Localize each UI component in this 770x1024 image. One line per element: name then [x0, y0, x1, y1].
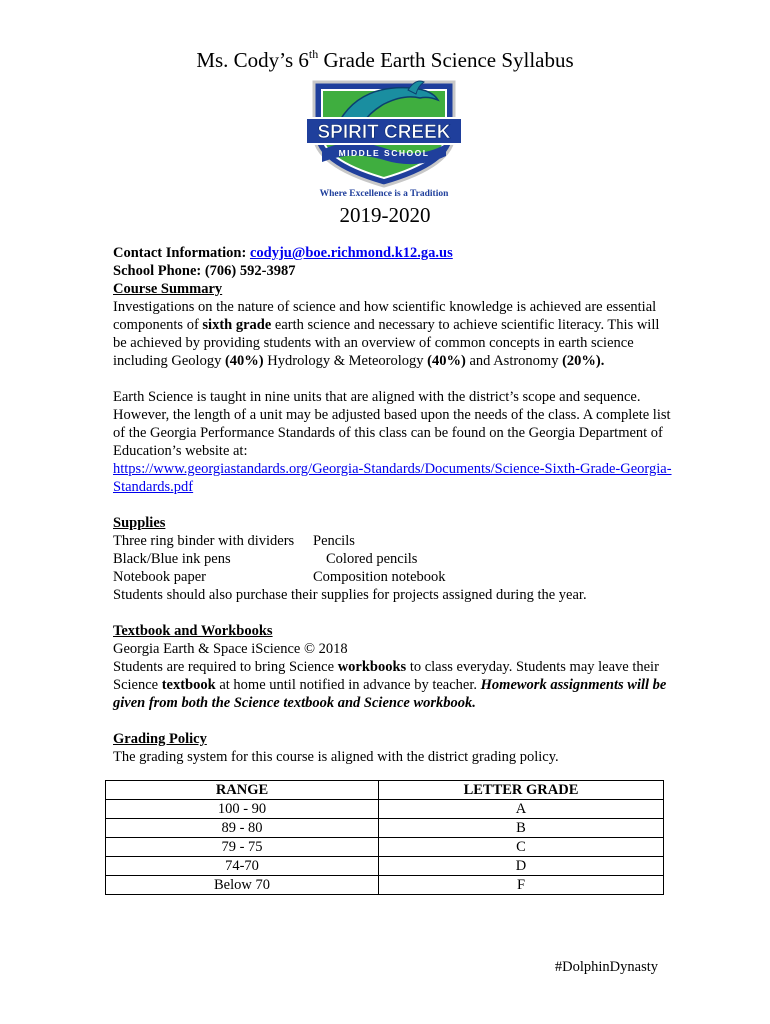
table-header-row [106, 781, 664, 800]
grade-cell: F [379, 876, 664, 895]
logo-school-name: SPIRIT CREEK [317, 122, 451, 143]
course-summary-heading: Course Summary [113, 281, 223, 297]
summary-bold-grade: sixth grade [202, 317, 272, 333]
school-logo [300, 74, 468, 200]
textbook-heading: Textbook and Workbooks [113, 623, 273, 639]
supply-item: Three ring binder with dividers [113, 533, 295, 549]
textbook-paragraph [113, 658, 673, 712]
workbooks-bold: workbooks [337, 659, 407, 675]
textbook-text: at home until notified in advance by teacher. [215, 677, 481, 693]
spacer [113, 496, 673, 514]
table-row [106, 819, 664, 838]
supplies-row [113, 532, 673, 550]
summary-text: Hydrology & Meteorology [263, 353, 428, 369]
contact-label: Contact Information: [113, 245, 250, 261]
title-suffix: Grade Earth Science Syllabus [318, 48, 574, 72]
contact-email-link[interactable]: codyju@boe.richmond.k12.ga.us [249, 245, 453, 261]
school-year: 2019-2020 [339, 203, 431, 227]
hydrology-percent: (40%) [427, 353, 466, 369]
standards-link[interactable]: https://www.georgiastandards.org/Georgia-Standards/Documents/Science-Sixth-Grade-Georgia-Standards.pdf [113, 461, 672, 495]
summary-text: earth science and necessary to achieve scientific literacy. This will be achieved by providing students with an overview of common concepts in earth science including Geology [113, 317, 660, 369]
grading-heading: Grading Policy [113, 731, 207, 747]
table-row [106, 857, 664, 876]
supplies-row [113, 550, 673, 568]
textbook-text: Students are required to bring Science [113, 659, 338, 675]
range-cell: 89 - 80 [106, 819, 379, 838]
grading-intro: The grading system for this course is aligned with the district grading policy. [113, 749, 559, 765]
course-summary-paragraph [113, 298, 673, 370]
footer-hashtag: #DolphinDynasty [554, 959, 658, 975]
homework-note: Homework assignments will be given from both the Science textbook and Science workbook. [113, 677, 667, 711]
letter-grade-header: LETTER GRADE [379, 781, 664, 800]
range-cell: Below 70 [106, 876, 379, 895]
grading-table [105, 780, 664, 895]
textbook-bold: textbook [161, 677, 216, 693]
range-cell: 79 - 75 [106, 838, 379, 857]
supplies-row [113, 568, 673, 586]
supply-item: Colored pencils [326, 551, 418, 567]
contact-line [113, 244, 673, 262]
textbook-title: Georgia Earth & Space iScience © 2018 [113, 641, 348, 657]
range-cell: 100 - 90 [106, 800, 379, 819]
school-phone: School Phone: (706) 592-3987 [113, 263, 296, 279]
table-row [106, 876, 664, 895]
supplies-heading: Supplies [113, 515, 166, 531]
supplies-note: Students should also purchase their supplies for projects assigned during the year. [113, 587, 587, 603]
supply-item: Composition notebook [313, 569, 446, 585]
grade-cell: B [379, 819, 664, 838]
table-row [106, 800, 664, 819]
grade-cell: A [379, 800, 664, 819]
supply-item: Black/Blue ink pens [113, 551, 231, 567]
grade-cell: C [379, 838, 664, 857]
logo-tagline: Where Excellence is a Tradition [319, 189, 449, 199]
supply-item: Pencils [313, 533, 355, 549]
title-superscript: th [308, 47, 319, 61]
table-row [106, 838, 664, 857]
geology-percent: (40%) [224, 353, 264, 369]
textbook-text: to class everyday. Students may leave their Science [113, 659, 659, 693]
spacer [113, 370, 673, 388]
range-header: RANGE [106, 781, 379, 800]
astronomy-percent: (20%). [562, 353, 605, 369]
range-cell: 74-70 [106, 857, 379, 876]
supply-item: Notebook paper [113, 569, 207, 585]
summary-text: and Astronomy [465, 353, 563, 369]
syllabus-body [113, 244, 673, 766]
units-paragraph: Earth Science is taught in nine units that are aligned with the district’s scope and sequence. However, the length of a unit may be adjusted based upon the needs of the class. A complete list of the Georgia Performance Standards of this class can be found on the Georgia Department of Education’s website at: [113, 389, 671, 459]
spacer [113, 604, 673, 622]
logo-school-subname: MIDDLE SCHOOL [338, 148, 430, 158]
spacer [113, 712, 673, 730]
grade-cell: D [379, 857, 664, 876]
summary-text: Investigations on the nature of science and how scientific knowledge is achieved are essential components of [113, 299, 657, 333]
title-prefix: Ms. Cody’s 6 [196, 48, 309, 72]
page-title [0, 46, 770, 74]
